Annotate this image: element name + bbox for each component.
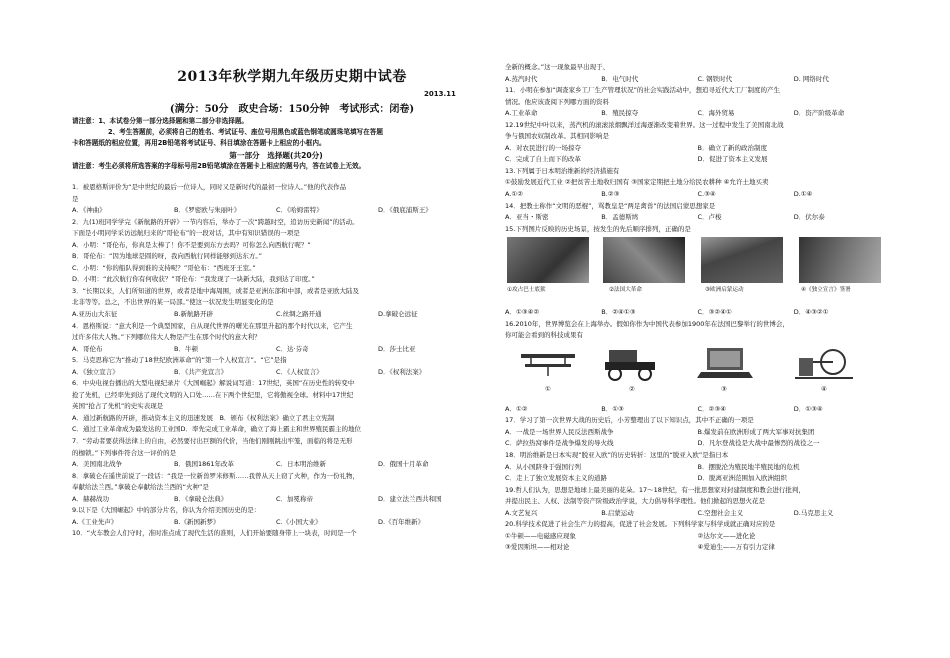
option: ③爱因斯坦——相对论 (505, 543, 570, 552)
options-row (505, 427, 890, 439)
question-text: 2．九(1)班同学学完《新航路的开辟》一节内容后，举办了一次“跨越时空，追访历史新闻”的活动。 (72, 217, 359, 226)
page-title: 2013年秋学期九年级历史期中试卷 (177, 69, 407, 85)
option: A.蒸汽时代 (505, 74, 538, 83)
option: C.《小国大业》 (276, 517, 322, 526)
option: B．俄国1861年改革 (174, 460, 235, 469)
exam-meta: (满分：50分 政史合场：150分钟 考试形式：闭卷) (169, 104, 415, 115)
question (505, 485, 890, 520)
question (72, 321, 480, 356)
option: C．走上了独立发展资本主义的道路 (505, 474, 608, 483)
questions-block (505, 319, 890, 342)
exam-notes (72, 116, 480, 172)
option: A．《独立宣言》 (72, 367, 119, 376)
options-row (72, 205, 480, 217)
question-text: 6．中央电视台播出的大型电视纪录片《大国崛起》解说词写道：17世纪，英国“在历史性的转变中 (72, 379, 355, 388)
options-row (72, 459, 480, 471)
option: B．②④①③ (601, 308, 636, 317)
question-list-left (72, 182, 480, 540)
option: C.空想社会主义 (697, 508, 744, 517)
option: C．卢梭 (697, 213, 722, 222)
options-row (72, 517, 480, 529)
option: D. 网络时代 (793, 74, 829, 83)
question (505, 62, 890, 85)
question-text: 抢了先机，已经率先到达了现代文明的入口处……在下两个世纪里，它将傲视全球。材料中17世纪 (72, 390, 354, 399)
option: C．海外贸易 (697, 109, 735, 118)
option: B．摆脱沦为殖民地半殖民地的危机 (697, 462, 800, 471)
question-text: A．小明：“哥伦布，你真是太棒了！你不是要到东方去吗？可你怎么向西航行呢？” (72, 240, 311, 249)
option: D．莎士比亚 (378, 344, 416, 353)
option: D.《百年维新》 (378, 517, 425, 526)
photo-declaration-signing (799, 237, 881, 283)
option: A．对农民进行的一场掠夺 (505, 143, 581, 152)
figure-number: ② (629, 384, 635, 393)
options-row (505, 462, 890, 474)
options-row (505, 307, 890, 319)
question-text: 13.下列属于日本明治维新的经济措施有 (505, 166, 620, 175)
option: A．赫赫战功 (72, 494, 109, 503)
figure-number: ① (545, 384, 551, 393)
question (72, 217, 480, 286)
question-text: 10．“火车教会人们守时，准时准点成了现代生活的准则，人们开始要随身带上一块表，时间是一个 (72, 529, 357, 538)
section-heading: 第一部分 选择题(共20分) (229, 150, 323, 160)
options-row (72, 367, 480, 379)
note-line: 请注意：1、本试卷分第一部分选择题和第二部分非选择题。 (72, 117, 249, 125)
option: D．资产阶级革命 (793, 109, 845, 118)
option: C．③②④① (697, 308, 732, 317)
option: D.马克思主义 (793, 508, 834, 517)
option: C．达·芬奇 (276, 344, 309, 353)
options-row (505, 189, 890, 201)
question-text: A．通过新航路的开辟，推动资本主义的迅速发展 B．颁布《权利法案》确立了君主立宪制 (72, 413, 335, 422)
question (72, 505, 480, 528)
question-text: 英国“抢占了先机”的史实表现是 (72, 402, 164, 411)
photo-caption: ②法国大革命 (609, 287, 642, 294)
options-row (505, 438, 890, 450)
figure-15-photos (505, 235, 890, 307)
question (505, 415, 890, 450)
option: C.③④ (697, 190, 716, 199)
option: B.爆发前在欧洲形成了两大军事对抗集团 (697, 427, 815, 436)
options-row (505, 143, 890, 155)
options-row (72, 309, 480, 321)
options-row (505, 542, 890, 554)
question-list-right (505, 62, 890, 554)
options-row (505, 212, 890, 224)
question (72, 355, 480, 378)
question-text: 19.哲人们认为，思想是地球上最美丽的花朵。17～18世纪，有一批思想家对封建制度和教会进行批判， (505, 485, 805, 494)
laptop-icon (693, 344, 755, 382)
option: A.文艺复兴 (505, 508, 538, 517)
question (72, 471, 480, 506)
section-instruction: 请注意：考生必须将所选答案的字母标号用2B铅笔填涂在答题卡上相应的题号内，答在试卷上无效。 (72, 161, 366, 170)
question-text: 18．明治维新是日本实现“脱亚入欧”的历史转折：这里的“脱亚入欧”是指日本 (505, 451, 729, 460)
option: ①牛顿——电磁感应现象 (505, 531, 576, 540)
option: D.拿破仑远征 (378, 310, 418, 319)
options-row (505, 74, 890, 86)
option: C．《哈姆雷特》 (276, 206, 323, 215)
question (505, 319, 890, 342)
question-text: 9.以下是《大国崛起》中的部分片名，你认为介绍美国历史的是： (72, 506, 261, 515)
option: B．孟德斯鸠 (601, 213, 639, 222)
question-text: 17．学习了第一次世界大战的历史后，小芳整理出了以下知识点，其中不正确的一项是 (505, 416, 754, 425)
question (72, 182, 480, 217)
question-text: 你可能会看到的科技成果有 (505, 331, 583, 340)
car-icon (599, 344, 661, 382)
question-text: 4．恩格斯说：“意大利是一个典型国家，自从现代世界的曙光在那里升起的那个时代以来，它产生 (72, 321, 353, 330)
question (505, 450, 890, 485)
questions-block (505, 62, 890, 235)
steam-engine-icon (793, 344, 855, 382)
options-row (505, 508, 890, 520)
option: B．电气时代 (601, 74, 639, 83)
option: D．促进了资本主义发展 (697, 155, 768, 164)
question-text: ①鼓励发展近代工业 ②把贫苦土地收归国有 ③国家定期把土地分给民农耕种 ④允许土地买卖 (505, 178, 769, 187)
question (72, 528, 480, 540)
question (505, 166, 890, 201)
options-row (72, 494, 480, 506)
options-row (505, 531, 890, 543)
option: D．①③④ (793, 404, 823, 413)
options-row (505, 154, 890, 166)
option: ④爱迪生——万有引力定律 (697, 543, 775, 552)
question-text: 争与俄国农奴制改革。其相同影响是 (505, 132, 609, 141)
note-line: 2、考生答题前，必须将自己的姓名、考试证号、座位号用黑色或蓝色钢笔或圆珠笔填写在答题 (108, 128, 383, 137)
option: A．美国南北战争 (72, 460, 122, 469)
option: D．凡尔登战役是大战中最惨烈的战役之一 (697, 439, 820, 448)
option: D．④③②① (793, 308, 829, 317)
option: D．脱离亚洲范围加入欧洲组织 (697, 474, 788, 483)
question-text: 15.下列图片反映的历史场景，按发生的先后顺序排列，正确的是 (505, 224, 691, 233)
question-text: 的枷锁。”下列事件符合这一评价的是 (72, 448, 177, 457)
option: C．加冕称帝 (276, 494, 314, 503)
question (505, 201, 890, 224)
question-text: 3．“长期以来，人们所知道的世界，或者是地中海周围，或者是亚洲东部和中部，或者是亚欧大陆及 (72, 286, 360, 295)
option: C.丝绸之路开通 (276, 310, 322, 319)
option: B．《拿破仑法典》 (174, 494, 228, 503)
photo-storming-bastille (507, 237, 589, 283)
photo-caption: ④《独立宣言》签署 (801, 287, 851, 294)
question-text: 奉献给法兰西。”拿破仑奉献给法兰西的“火种”是 (72, 483, 209, 492)
question-text: 8．拿破仑在遥世前说了一段话：“我是一位新兽罗米修斯……我曾从天上窃了火种，作为一份礼物， (72, 471, 360, 480)
question-text: 是 (72, 194, 79, 203)
option: D．俄国十月革命 (378, 460, 429, 469)
option: B.②③ (601, 190, 620, 199)
option: A．《神曲》 (72, 206, 106, 215)
question-text: 5．马克思称它为“推动了18世纪欧洲革命”的“第一个人权宣言”。“它”是指 (72, 356, 287, 365)
options-row (505, 473, 890, 485)
question-text: 情况。他应该查阅下列哪方面的资料 (505, 97, 609, 106)
option: A．①② (505, 404, 528, 413)
option: D．《权利法案》 (378, 367, 426, 376)
question (505, 85, 890, 120)
question-text: B．哥伦布：“因为地球是圆的呀，我向西航行同样能够到达东方。” (72, 252, 262, 261)
question-text: 1．被恩格斯评价为“是中世纪的最后一位诗人，同时又是新时代的最初一位诗人。”他的代表作品 (72, 183, 347, 191)
question-text: 16.2010年，世界博览会在上海举办。假如你作为中国代表参加1900年在法国巴黎举行的世博会， (505, 319, 789, 328)
option: C．萨拉热窝事件是战争爆发的导火线 (505, 439, 614, 448)
option: A．①③④② (505, 308, 540, 317)
option: D.①④ (793, 190, 813, 199)
options-row (505, 404, 890, 416)
question (72, 286, 480, 321)
option: ②达尔文——进化论 (697, 531, 756, 540)
question (505, 224, 890, 236)
option: A.亚历山大东征 (72, 310, 118, 319)
question-text: 7．“劳动者要获得法律上的自由，必然要付出巨额的代价，当他们刚刚跳出牢笼，面临的将是无形 (72, 437, 353, 446)
question-text: C．通过工业革命成为最发达的工业国D．率先完成工业革命，确立了海上霸主和世界殖民霸主的地位 (72, 425, 362, 434)
option: B.《新国新梦》 (174, 517, 220, 526)
option: B．《共产党宣言》 (174, 367, 228, 376)
option: B.新航路开辟 (174, 310, 214, 319)
option: A.①② (505, 190, 524, 199)
exam-date: 2013.11 (424, 90, 456, 98)
option: C．《人权宣言》 (276, 367, 323, 376)
photo-french-revolution (603, 237, 685, 283)
option: A．从小国跻身于强国行列 (505, 462, 581, 471)
airplane-icon (517, 344, 579, 382)
option: A.工业革命 (505, 109, 538, 118)
options-row (505, 108, 890, 120)
option: B．确立了新的政治制度 (697, 143, 767, 152)
questions-block (505, 415, 890, 554)
question-text: 并提出民主、人权、法制等资产阶级政治学说，大力倡导科学理性。他们掀起的思想火花是 (505, 497, 765, 506)
question-text: 11．小明在参加“调查家乡工厂生产管理状况”的社会实践活动中，想追寻近代大工厂制度的产生 (505, 86, 781, 95)
question (505, 519, 890, 554)
figure-number: ④ (821, 384, 827, 393)
option: B．殖民掠夺 (601, 109, 639, 118)
option: D．《俄底浦斯王》 (378, 206, 432, 215)
question-text: 下面是小明同学采访远航归来的“哥伦布”的一段对话，其中有知识错误的一项是 (72, 229, 300, 238)
option: C．完成了自上而下的改革 (505, 155, 582, 164)
option: B．《罗密欧与朱丽叶》 (174, 206, 241, 215)
option: C．②③④ (697, 404, 727, 413)
question-text: 14．把教士称作“文明的恶棍”，骂教皇是“两足禽兽”的法国启蒙思想家是 (505, 201, 716, 210)
question-text: 12.19世纪中叶以来，蒸汽机的滚滚浓烟飘洋过海逐渐改变着世界。这一过程中发生了美国南北战 (505, 120, 784, 129)
figure-16-inventions (505, 342, 890, 404)
option: B.启蒙运动 (601, 508, 634, 517)
figure-number: ③ (721, 384, 727, 393)
option: A．亚当・斯密 (505, 213, 549, 222)
option: C. 钢铁时代 (697, 74, 733, 83)
option: C．日本明治维新 (276, 460, 327, 469)
question-text: 20.科学技术促进了社会生产力的提高，促进了社会发展。下列科学家与科学成就正确对应的是 (505, 520, 776, 529)
photo-caption: ①攻占巴士底狱 (507, 287, 546, 294)
question-text: 过许多伟大人物。”下列哪位伟大人物是产生在那个时代的意大利？ (72, 333, 261, 342)
question-text: D．小明：“此次航行你有何收获？”哥伦布：“我发现了一块新大陆，我到达了印度。” (72, 275, 315, 284)
question-text: 北非等等。总之，不出世界的某一局部。”使这一状况发生明显变化的是 (72, 298, 274, 307)
option: D．伏尔泰 (793, 213, 825, 222)
option: A．哥伦布 (72, 344, 103, 353)
options-row (72, 344, 480, 356)
option: D．建立法兰西共和国 (378, 494, 442, 503)
question-text: 全新的概念。”这一现象最早出现于、 (505, 63, 610, 71)
question (505, 120, 890, 166)
option: A．一战是一场世界人民反法西斯战争 (505, 427, 614, 436)
question (72, 378, 480, 436)
option: A.《工业先声》 (72, 517, 118, 526)
photo-caption: ③欧洲启蒙运动 (705, 287, 744, 294)
question-text: C．小明：“你的船队得到谁的支持呢？”哥伦布：“西班牙王室。” (72, 263, 256, 272)
photo-enlightenment (701, 237, 783, 283)
note-line: 卡和答题纸的相应位置，再用2B铅笔将考试证号、科目填涂在答题卡上相应的小框内。 (72, 139, 326, 148)
option: B．①③ (601, 404, 624, 413)
question (72, 436, 480, 471)
option: B．牛顿 (174, 344, 198, 353)
